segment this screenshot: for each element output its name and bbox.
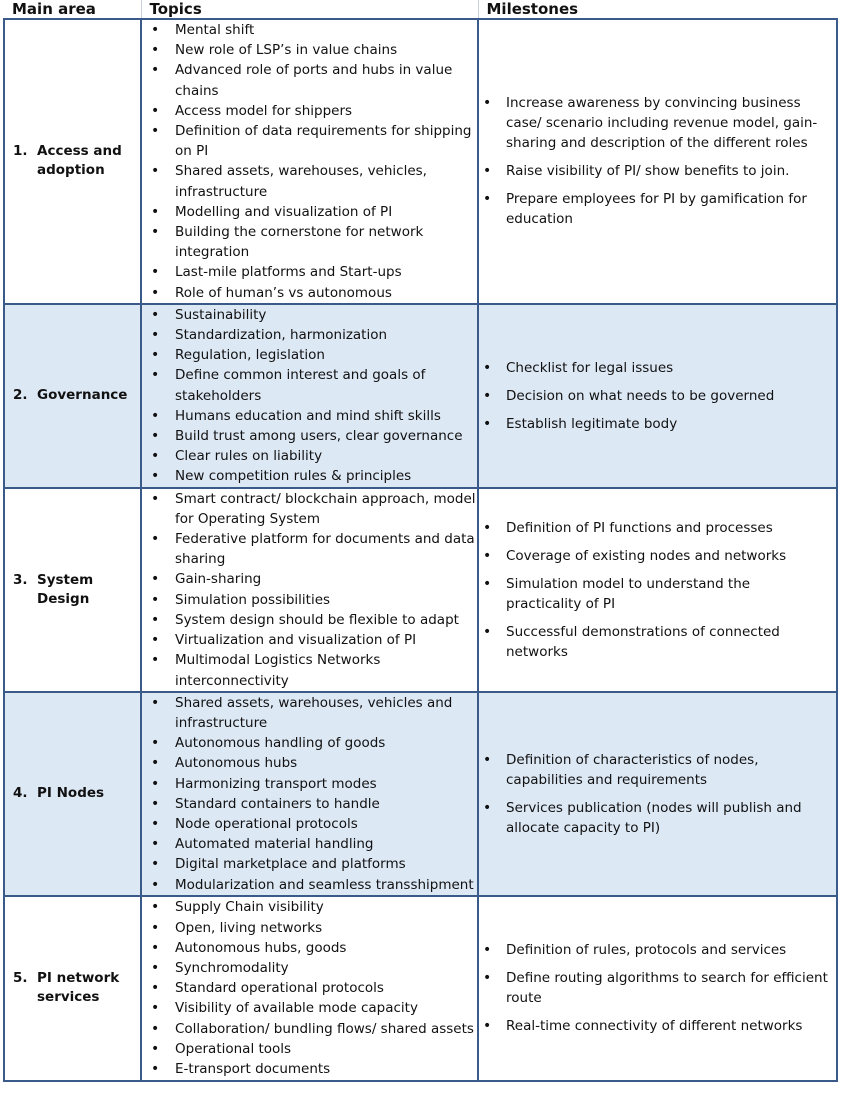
table-row <box>4 19 837 304</box>
topic-item: • Synchromodality <box>142 958 477 978</box>
milestone-item: • Establish legitimate body <box>479 414 836 434</box>
header-main-area: Main area <box>4 0 141 19</box>
topic-item: • Simulation possibilities <box>142 590 477 610</box>
area-name: PI network services <box>37 970 120 1006</box>
topic-item: • Digital marketplace and platforms <box>142 854 477 874</box>
topic-item: • New role of LSP’s in value chains <box>142 40 477 60</box>
main-area-cell <box>4 896 141 1081</box>
topic-item: • Standard containers to handle <box>142 794 477 814</box>
header-topics: Topics <box>141 0 478 19</box>
milestone-item: • Real-time connectivity of different networks <box>479 1016 836 1036</box>
topic-item: • Access model for shippers <box>142 101 477 121</box>
milestone-item: • Definition of rules, protocols and services <box>479 940 836 960</box>
milestones-cell <box>478 896 837 1081</box>
area-number: 4. <box>13 785 28 802</box>
topics-cell <box>141 304 478 488</box>
milestone-item: • Definition of PI functions and processes <box>479 518 836 538</box>
topics-cell <box>141 488 478 692</box>
main-area-cell <box>4 488 141 692</box>
topics-list <box>142 489 477 691</box>
main-area-label <box>13 784 136 803</box>
milestones-list <box>479 750 836 838</box>
topics-list <box>142 897 477 1079</box>
milestone-item: • Services publication (nodes will publish and allocate capacity to PI) <box>479 798 836 838</box>
area-name: Governance <box>37 387 128 404</box>
topic-item: • Supply Chain visibility <box>142 897 477 917</box>
header-milestones: Milestones <box>478 0 837 19</box>
area-name: System Design <box>37 571 94 607</box>
topic-item: • Standard operational protocols <box>142 978 477 998</box>
topic-item: • Shared assets, warehouses, vehicles and infrastructure <box>142 693 477 733</box>
main-area-cell <box>4 692 141 896</box>
milestone-item: • Define routing algorithms to search for efficient route <box>479 968 836 1008</box>
topic-item: • Regulation, legislation <box>142 345 477 365</box>
topic-item: • Virtualization and visualization of PI <box>142 630 477 650</box>
table-row <box>4 304 837 488</box>
main-area-cell <box>4 19 141 304</box>
topic-item: • Modelling and visualization of PI <box>142 202 477 222</box>
milestones-cell <box>478 304 837 488</box>
area-number: 5. <box>13 970 28 987</box>
milestone-item: • Prepare employees for PI by gamification for education <box>479 189 836 229</box>
roadmap-table <box>3 0 838 1082</box>
milestones-cell <box>478 692 837 896</box>
table-body <box>4 19 837 1081</box>
table-row <box>4 692 837 896</box>
topic-item: • Define common interest and goals of stakeholders <box>142 365 477 405</box>
area-number: 3. <box>13 571 28 588</box>
topics-list <box>142 693 477 895</box>
milestones-cell <box>478 19 837 304</box>
topic-item: • Last-mile platforms and Start-ups <box>142 262 477 282</box>
main-area-label <box>13 142 136 180</box>
milestone-item: • Raise visibility of PI/ show benefits to join. <box>479 161 836 181</box>
milestones-list <box>479 518 836 662</box>
topic-item: • Clear rules on liability <box>142 446 477 466</box>
topic-item: • Autonomous hubs <box>142 753 477 773</box>
main-area-cell <box>4 304 141 488</box>
milestone-item: • Increase awareness by convincing business case/ scenario including revenue model, gain- sharing and description of the different roles <box>479 93 836 153</box>
main-area-label <box>13 386 136 405</box>
milestone-item: • Definition of characteristics of nodes, capabilities and requirements <box>479 750 836 790</box>
topic-item: • Sustainability <box>142 305 477 325</box>
topic-item: • Node operational protocols <box>142 814 477 834</box>
area-number: 1. <box>13 143 28 160</box>
topic-item: • Visibility of available mode capacity <box>142 998 477 1018</box>
main-area-label <box>13 969 136 1007</box>
topic-item: • Building the cornerstone for network integration <box>142 222 477 262</box>
topic-item: • Federative platform for documents and data sharing <box>142 529 477 569</box>
milestones-list <box>479 93 836 229</box>
topic-item: • E-transport documents <box>142 1059 477 1079</box>
area-name: Access and adoption <box>37 143 122 179</box>
main-area-label <box>13 571 136 609</box>
topics-list <box>142 20 477 303</box>
topic-item: • Role of human’s vs autonomous <box>142 283 477 303</box>
table-row <box>4 488 837 692</box>
table-row <box>4 896 837 1081</box>
topics-cell <box>141 19 478 304</box>
topics-cell <box>141 692 478 896</box>
topic-item: • Autonomous handling of goods <box>142 733 477 753</box>
topic-item: • Build trust among users, clear governance <box>142 426 477 446</box>
milestones-list <box>479 940 836 1036</box>
topic-item: • Operational tools <box>142 1039 477 1059</box>
topic-item: • Multimodal Logistics Networks interconnectivity <box>142 650 477 690</box>
milestone-item: • Decision on what needs to be governed <box>479 386 836 406</box>
topic-item: • Smart contract/ blockchain approach, model for Operating System <box>142 489 477 529</box>
milestones-list <box>479 358 836 434</box>
topic-item: • Mental shift <box>142 20 477 40</box>
header-row <box>4 0 837 19</box>
milestone-item: • Successful demonstrations of connected networks <box>479 622 836 662</box>
topic-item: • Autonomous hubs, goods <box>142 938 477 958</box>
topic-item: • Harmonizing transport modes <box>142 774 477 794</box>
topic-item: • New competition rules & principles <box>142 466 477 486</box>
topic-item: • System design should be flexible to adapt <box>142 610 477 630</box>
topic-item: • Collaboration/ bundling flows/ shared assets <box>142 1019 477 1039</box>
topic-item: • Automated material handling <box>142 834 477 854</box>
topic-item: • Standardization, harmonization <box>142 325 477 345</box>
area-name: PI Nodes <box>37 785 105 802</box>
topic-item: • Gain-sharing <box>142 569 477 589</box>
topic-item: • Modularization and seamless transshipment <box>142 875 477 895</box>
topic-item: • Humans education and mind shift skills <box>142 406 477 426</box>
topics-cell <box>141 896 478 1081</box>
topic-item: • Definition of data requirements for shipping on PI <box>142 121 477 161</box>
topic-item: • Shared assets, warehouses, vehicles, infrastructure <box>142 161 477 201</box>
topic-item: • Advanced role of ports and hubs in value chains <box>142 60 477 100</box>
milestones-cell <box>478 488 837 692</box>
topics-list <box>142 305 477 487</box>
milestone-item: • Checklist for legal issues <box>479 358 836 378</box>
milestone-item: • Simulation model to understand the practicality of PI <box>479 574 836 614</box>
milestone-item: • Coverage of existing nodes and networks <box>479 546 836 566</box>
area-number: 2. <box>13 387 28 404</box>
topic-item: • Open, living networks <box>142 918 477 938</box>
